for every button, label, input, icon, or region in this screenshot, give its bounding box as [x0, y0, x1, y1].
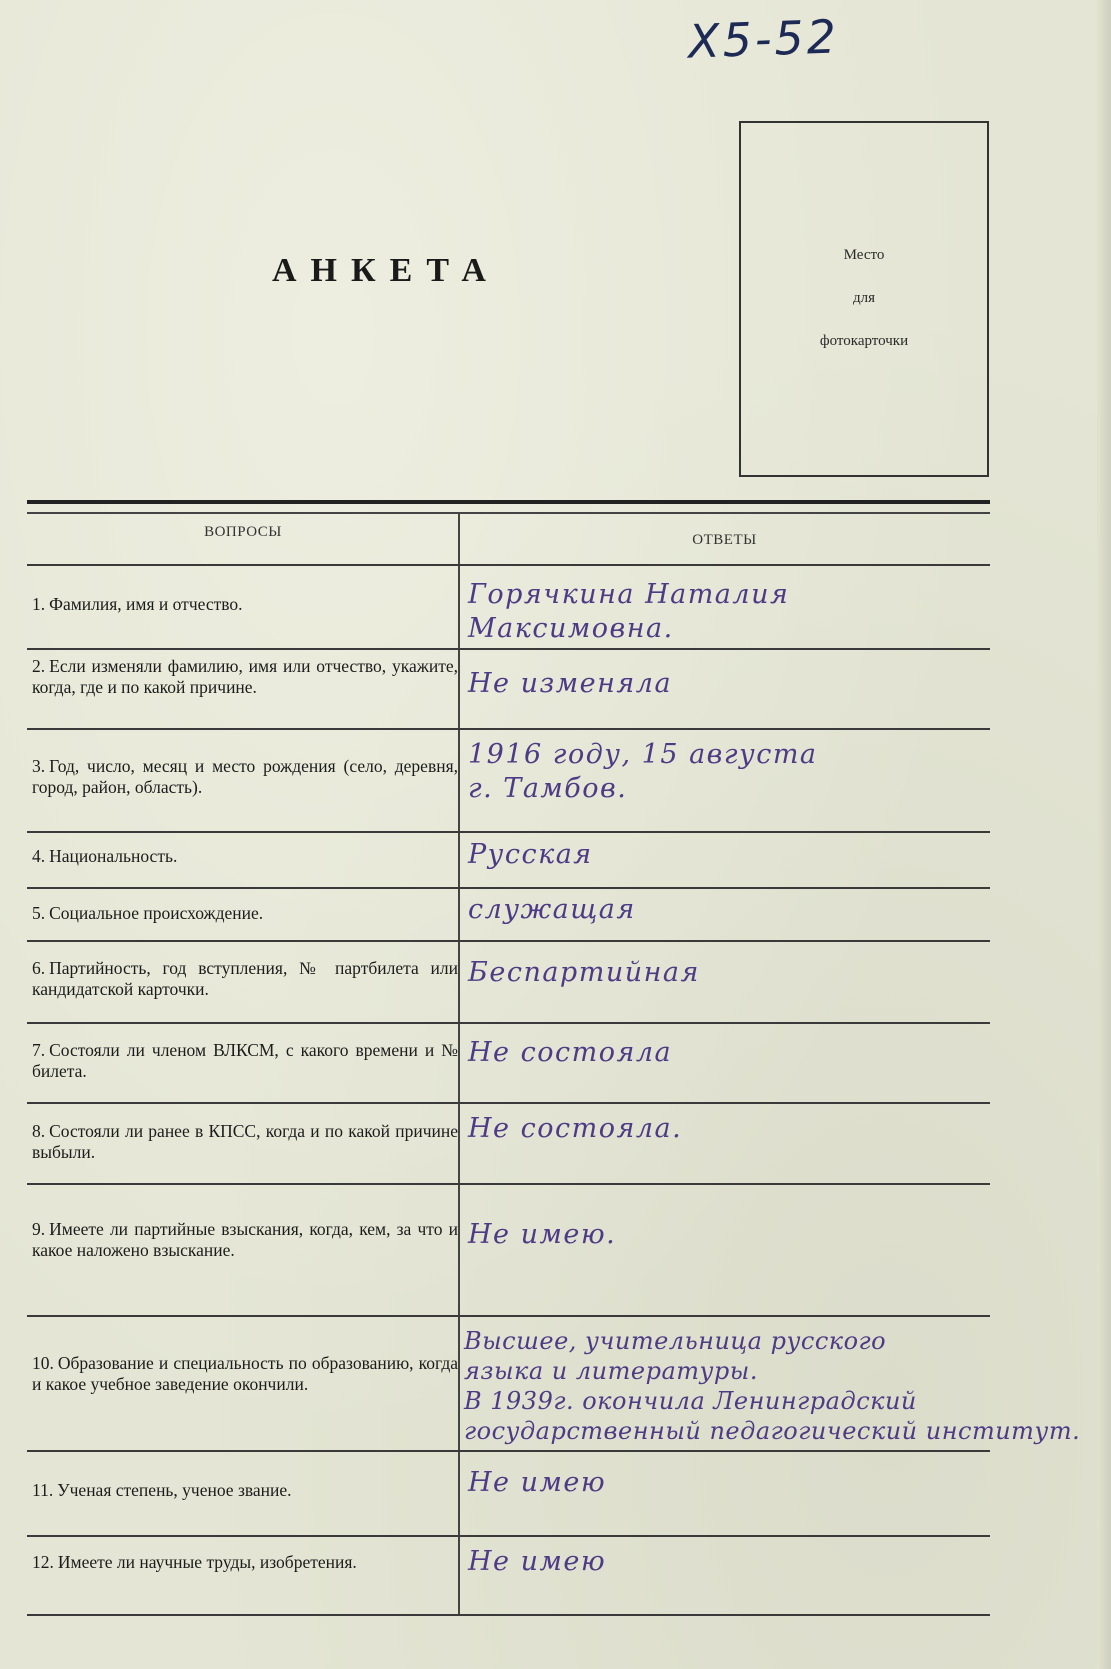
- question-text: Если изменяли фамилию, имя или отчество, укажите, когда, где и по какой причине.: [32, 656, 458, 697]
- row-separator: [27, 887, 990, 889]
- archive-number: X5-52: [687, 9, 840, 69]
- question-text: Имеете ли партийные взыскания, когда, кем, за что и какое наложено взыскание.: [32, 1219, 458, 1260]
- question-number: 9.: [32, 1219, 46, 1239]
- photo-box-label-line3: фотокарточки: [819, 333, 909, 349]
- question-number: 12.: [32, 1552, 54, 1572]
- question-9: [32, 1219, 458, 1261]
- answer-5: служащая: [468, 894, 636, 925]
- question-number: 2.: [32, 656, 46, 676]
- answer-4: Русская: [468, 839, 593, 870]
- table-header-row: [27, 514, 990, 564]
- question-text: Фамилия, имя и отчество.: [49, 594, 243, 614]
- question-number: 7.: [32, 1040, 46, 1060]
- question-text: Имеете ли научные труды, изобретения.: [57, 1552, 357, 1572]
- question-text: Образование и специальность по образованию, когда и какое учебное заведение окончили.: [32, 1353, 458, 1394]
- table-column-divider: [458, 514, 460, 1614]
- question-11: [32, 1480, 458, 1501]
- question-text: Партийность, год вступления, № партбилета или кандидатской карточки.: [32, 958, 458, 999]
- question-number: 6.: [32, 958, 46, 978]
- row-separator: [27, 1183, 990, 1185]
- row-separator: [27, 940, 990, 942]
- answer-8: Не состояла.: [468, 1113, 683, 1144]
- question-5: [32, 903, 458, 924]
- answer-1: Горячкина Наталия Максимовна.: [468, 579, 790, 644]
- question-text: Национальность.: [49, 846, 178, 866]
- question-1: [32, 594, 458, 615]
- question-number: 5.: [32, 903, 46, 923]
- question-2: [32, 656, 458, 698]
- answer-3: 1916 году, 15 августа г. Тамбов.: [468, 739, 818, 804]
- form-title: АНКЕТА: [272, 252, 500, 289]
- question-10: [32, 1353, 458, 1395]
- question-text: Ученая степень, ученое звание.: [57, 1480, 292, 1500]
- row-separator: [27, 831, 990, 833]
- question-number: 3.: [32, 756, 46, 776]
- row-separator: [27, 728, 990, 730]
- question-text: Социальное происхождение.: [49, 903, 264, 923]
- question-text: Год, число, месяц и место рождения (село, деревня, город, район, область).: [32, 756, 458, 797]
- question-4: [32, 846, 458, 867]
- row-separator: [27, 1614, 990, 1616]
- row-separator: [27, 1315, 990, 1317]
- table-top-thick-rule: [27, 500, 990, 504]
- row-separator: [27, 564, 990, 566]
- answer-6: Беспартийная: [468, 957, 700, 988]
- row-separator: [27, 1102, 990, 1104]
- question-12: [32, 1552, 458, 1573]
- answer-2: Не изменяла: [468, 668, 673, 699]
- answer-7: Не состояла: [468, 1037, 673, 1068]
- row-separator: [27, 1535, 990, 1537]
- row-separator: [27, 1022, 990, 1024]
- question-number: 8.: [32, 1121, 46, 1141]
- question-text: Состояли ли ранее в КПСС, когда и по какой причине выбыли.: [32, 1121, 458, 1162]
- photo-box-label-line1: Место: [843, 247, 885, 263]
- question-7: [32, 1040, 458, 1082]
- answer-11: Не имею: [468, 1467, 607, 1498]
- question-text: Состояли ли членом ВЛКСМ, с какого времени и № билета.: [32, 1040, 458, 1081]
- question-8: [32, 1121, 458, 1163]
- row-separator: [27, 648, 990, 650]
- question-3: [32, 756, 458, 798]
- question-number: 10.: [32, 1353, 54, 1373]
- header-answers: ОТВЕТЫ: [692, 532, 757, 548]
- question-number: 1.: [32, 594, 46, 614]
- row-separator: [27, 1450, 990, 1452]
- question-number: 4.: [32, 846, 46, 866]
- photo-placeholder-box: [739, 121, 989, 477]
- question-6: [32, 958, 458, 1000]
- header-questions: ВОПРОСЫ: [204, 524, 282, 540]
- answer-12: Не имею: [468, 1546, 607, 1577]
- question-number: 11.: [32, 1480, 54, 1500]
- answer-9: Не имею.: [468, 1219, 617, 1250]
- answer-10: Высшее, учительница русского языка и литературы. В 1939г. окончила Ленинградский государственный педагогический институт.: [464, 1327, 1081, 1445]
- photo-box-label-line2: для: [852, 290, 876, 306]
